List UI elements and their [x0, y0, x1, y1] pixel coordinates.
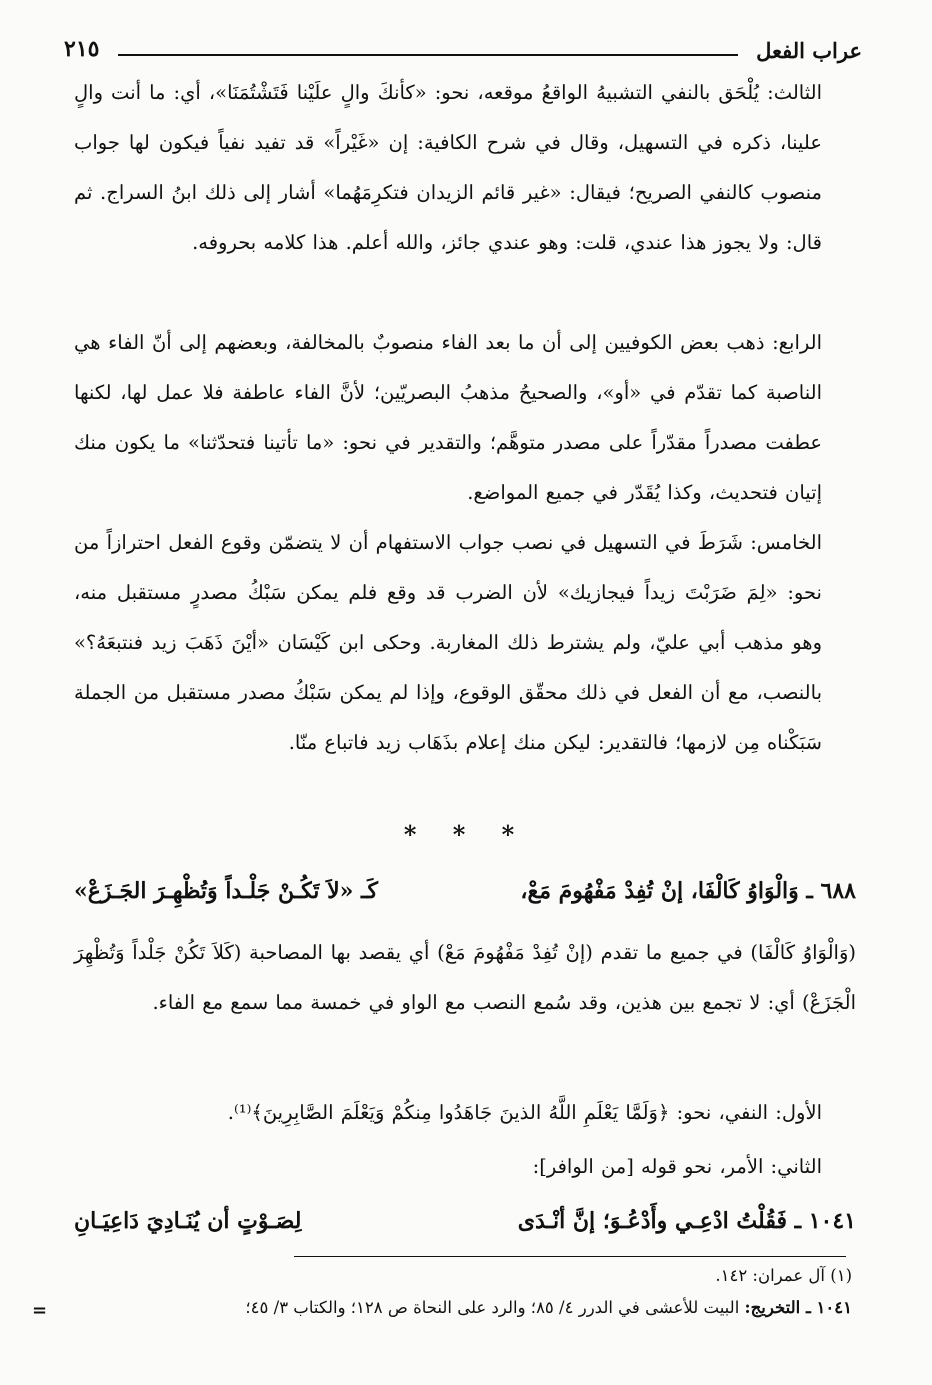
verse-1041-first-half: ١٠٤١ ـ فَقُلْتُ ادْعِـي وأَدْعُـوَ؛ إنَّ أنْـدَى — [517, 1208, 856, 1234]
paragraph-first-case: الأول: النفي، نحو: ﴿وَلَمَّا يَعْلَمِ اللَّهُ الذينَ جَاهَدُوا مِنكُمْ وَيَعْلَمَ الصَّابِرِينَ﴾⁽¹⁾. — [227, 1101, 822, 1124]
verse-688-second-half: كَـ «لاَ تَكُـنْ جَلْـداً وَتُظْهِـرَ الجَـزَعْ» — [74, 878, 378, 904]
footnote-takhrij — [40, 1298, 852, 1317]
footnote-rule — [294, 1256, 846, 1257]
paragraph-third: الثالث: يُلْحَق بالنفي التشبيهُ الواقعُ موقعه، نحو: «كأنكَ والٍ علَيْنا فَتَشْتُمَنَا»، أي: ما أنت والٍ علينا، ذكره في التسهيل، وقال في شرح الكافية: إن «غَيْراً» قد تفيد نفياً فيكون لها جواب منصوب كالنفي الصريح؛ فيقال: «غير قائم الزيدان فتكرِمَهُما» أشار إلى ذلك ابنُ السراج. ثم قال: ولا يجوز هذا عندي، قلت: وهو عندي جائز، والله أعلم. هذا كلامه بحروفه. — [74, 81, 822, 254]
verse-1041 — [74, 1208, 856, 1248]
continuation-mark: = — [32, 1300, 48, 1321]
verse-688-first-half: ٦٨٨ ـ وَالْوَاوُ كَالْفَا، إنْ تُفِدْ مَفْهُومَ مَعْ، — [520, 878, 856, 904]
paragraph-fifth: الخامس: شَرَطَ في التسهيل في نصب جواب الاستفهام أن لا يتضمّن وقوع الفعل احترازاً من نحو: «لِمَ ضَرَبْتَ زيداً فيجازيك» لأن الضرب قد وقع فلم يمكن سَبْكُ مصدرٍ مستقبل منه، وهو مذهب أبي عليّ، ولم يشترط ذلك المغاربة. وحكى ابن كَيْسَان «أيْنَ ذَهَبَ زيد فنتبعَهُ؟» بالنصب، مع أن الفعل في ذلك محقّق الوقوع، وإذا لم يمكن سَبْكُ مصدر مستقبل من الجملة سَبَكْناه مِن لازمها؛ فالتقدير: ليكن منك إعلام بذَهَاب زيد فاتباع منّا. — [74, 531, 822, 754]
paragraph-second-case: الثاني: الأمر، نحو قوله [من الوافر]: — [532, 1155, 822, 1178]
verse-1041-second-half: لِصَـوْتٍ أن يُنَـادِيَ دَاعِيَـانِ — [74, 1208, 302, 1234]
footnote-takhrij-label: ١٠٤١ ـ التخريج: — [744, 1298, 852, 1317]
header-rule — [118, 54, 738, 56]
section-separator: * * * — [403, 820, 529, 849]
page-number: ٢١٥ — [64, 36, 100, 62]
footnote-takhrij-text: البيت للأعشى في الدرر ٤/ ٨٥؛ والرد على النحاة ص ١٢٨؛ والكتاب ٣/ ٤٥؛ — [245, 1298, 740, 1317]
paragraph-fourth: الرابع: ذهب بعض الكوفيين إلى أن ما بعد الفاء منصوبٌ بالمخالفة، وبعضهم إلى أنّ الفاء هي الناصبة كما تقدّم في «أو»، والصحيحُ مذهبُ البصريّين؛ لأنَّ الفاء عاطفة فلا عمل لها، لكنها عطفت مصدراً مقدّراً على مصدر متوهَّم؛ والتقدير في نحو: «ما تأتينا فتحدّثنا» ما يكون منك إتيان فتحديث، وكذا يُقَدّر في جميع المواضع. — [74, 331, 822, 504]
footnote-1: (١) آل عمران: ١٤٢. — [715, 1266, 852, 1285]
running-title: عراب الفعل — [756, 38, 862, 63]
verse-688 — [74, 878, 856, 918]
paragraph-commentary: (وَالْوَاوُ كَالْفَا) في جميع ما تقدم (إنْ تُفِدْ مَفْهُومَ مَعْ) أي يقصد بها المصاحبة (كَلاَ تَكُنْ جَلْداً وَتُظْهِرَ الْجَزَعْ) أي: لا تجمع بين هذين، وقد سُمع النصب مع الواو في خمسة مما سمع مع الفاء. — [74, 941, 856, 1014]
